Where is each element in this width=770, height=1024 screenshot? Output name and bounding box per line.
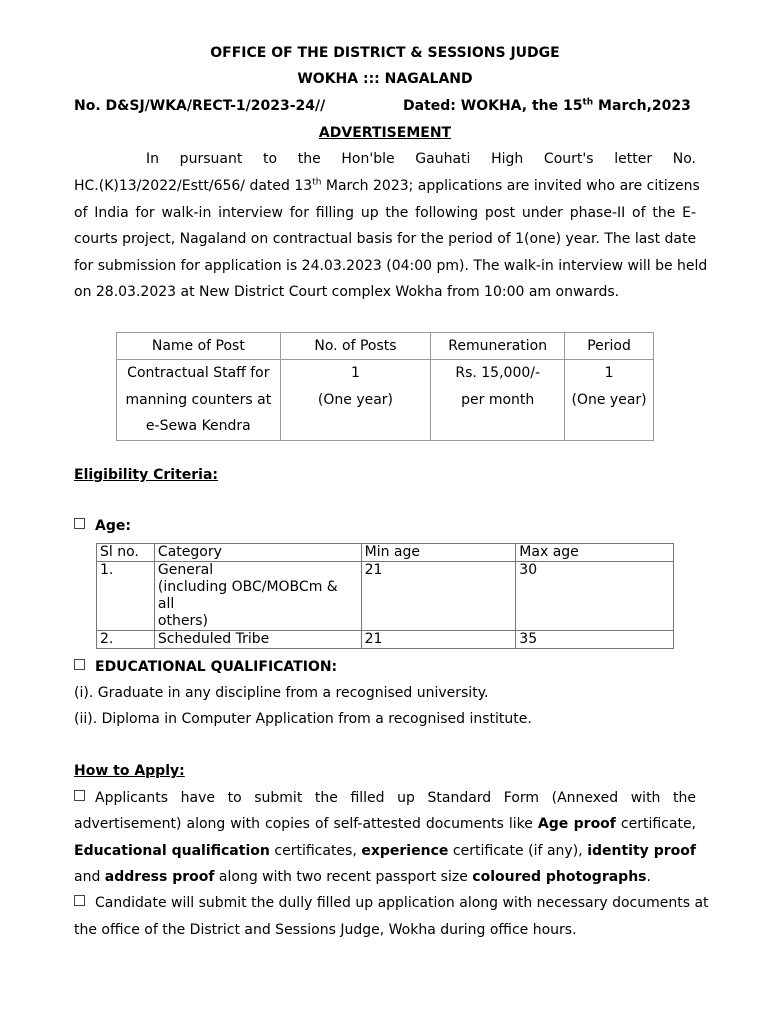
how-to-apply-heading: How to Apply: bbox=[74, 763, 185, 779]
office-place: WOKHA ::: NAGALAND bbox=[297, 71, 473, 87]
apply-para2-line1: Candidate will submit the dully filled up application along with necessary documents at bbox=[74, 895, 696, 911]
education-item: (i). Graduate in any discipline from a recognised university. bbox=[74, 685, 489, 701]
apply-para1-line4: and address proof along with two recent passport size coloured photographs. bbox=[74, 869, 651, 885]
eligibility-heading: Eligibility Criteria: bbox=[74, 467, 219, 483]
sl-cell: 2. bbox=[97, 631, 155, 649]
post-count-cell: 1 (One year) bbox=[280, 360, 431, 441]
age-table-header bbox=[97, 544, 674, 562]
checkbox-icon bbox=[74, 790, 85, 801]
remuneration-cell: Rs. 15,000/- per month bbox=[431, 360, 565, 441]
category-cell: General (including OBC/MOBCm & all others) bbox=[154, 562, 361, 631]
min-age-cell: 21 bbox=[361, 631, 516, 649]
apply-para1-line2: advertisement) along with copies of self-attested documents like Age proof certificate, bbox=[74, 816, 697, 832]
checkbox-icon bbox=[74, 895, 85, 906]
age-header-cell: Min age bbox=[361, 544, 516, 562]
apply-para1-line1: Applicants have to submit the filled up Standard Form (Annexed with the bbox=[74, 790, 696, 806]
apply-para1-line3: Educational qualification certificates, experience certificate (if any), identity proof bbox=[74, 843, 697, 859]
advertisement-title: ADVERTISEMENT bbox=[318, 125, 452, 141]
posts-table-row bbox=[117, 360, 654, 441]
period-cell: 1 (One year) bbox=[565, 360, 654, 441]
max-age-cell: 30 bbox=[516, 562, 674, 631]
posts-header-cell: Period bbox=[565, 333, 654, 360]
age-header-cell: Sl no. bbox=[97, 544, 155, 562]
intro-line-4: courts project, Nagaland on contractual basis for the period of 1(one) year. The last date bbox=[74, 231, 697, 247]
checkbox-icon bbox=[74, 659, 85, 670]
age-header-cell: Max age bbox=[516, 544, 674, 562]
post-name-cell: Contractual Staff for manning counters at e-Sewa Kendra bbox=[117, 360, 281, 441]
date-line: Dated: WOKHA, the 15th March,2023 bbox=[403, 97, 691, 114]
intro-line-1: In pursuant to the Hon'ble Gauhati High Court's letter No. bbox=[146, 151, 696, 167]
age-header-cell: Category bbox=[154, 544, 361, 562]
age-label: Age: bbox=[74, 518, 131, 534]
intro-line-2: HC.(K)13/2022/Estt/656/ dated 13th March 2023; applications are invited who are citizens bbox=[74, 177, 700, 194]
education-item: (ii). Diploma in Computer Application from a recognised institute. bbox=[74, 711, 532, 727]
posts-table-header bbox=[117, 333, 654, 360]
posts-header-cell: No. of Posts bbox=[280, 333, 431, 360]
education-label: EDUCATIONAL QUALIFICATION: bbox=[74, 659, 337, 675]
posts-header-cell: Name of Post bbox=[117, 333, 281, 360]
apply-para2-line2: the office of the District and Sessions Judge, Wokha during office hours. bbox=[74, 922, 577, 938]
min-age-cell: 21 bbox=[361, 562, 516, 631]
intro-line-3: of India for walk-in interview for filling up the following post under phase-II of the E- bbox=[74, 205, 696, 221]
age-table-row bbox=[97, 631, 674, 649]
max-age-cell: 35 bbox=[516, 631, 674, 649]
age-table bbox=[96, 543, 674, 649]
category-cell: Scheduled Tribe bbox=[154, 631, 361, 649]
reference-number: No. D&SJ/WKA/RECT-1/2023-24// bbox=[74, 98, 326, 114]
intro-line-5: for submission for application is 24.03.2023 (04:00 pm). The walk-in interview will be held bbox=[74, 258, 708, 274]
office-title: OFFICE OF THE DISTRICT & SESSIONS JUDGE bbox=[210, 45, 560, 61]
posts-header-cell: Remuneration bbox=[431, 333, 565, 360]
sl-cell: 1. bbox=[97, 562, 155, 631]
age-table-row bbox=[97, 562, 674, 631]
posts-table bbox=[116, 332, 654, 441]
checkbox-icon bbox=[74, 518, 85, 529]
intro-line-6: on 28.03.2023 at New District Court complex Wokha from 10:00 am onwards. bbox=[74, 284, 620, 300]
